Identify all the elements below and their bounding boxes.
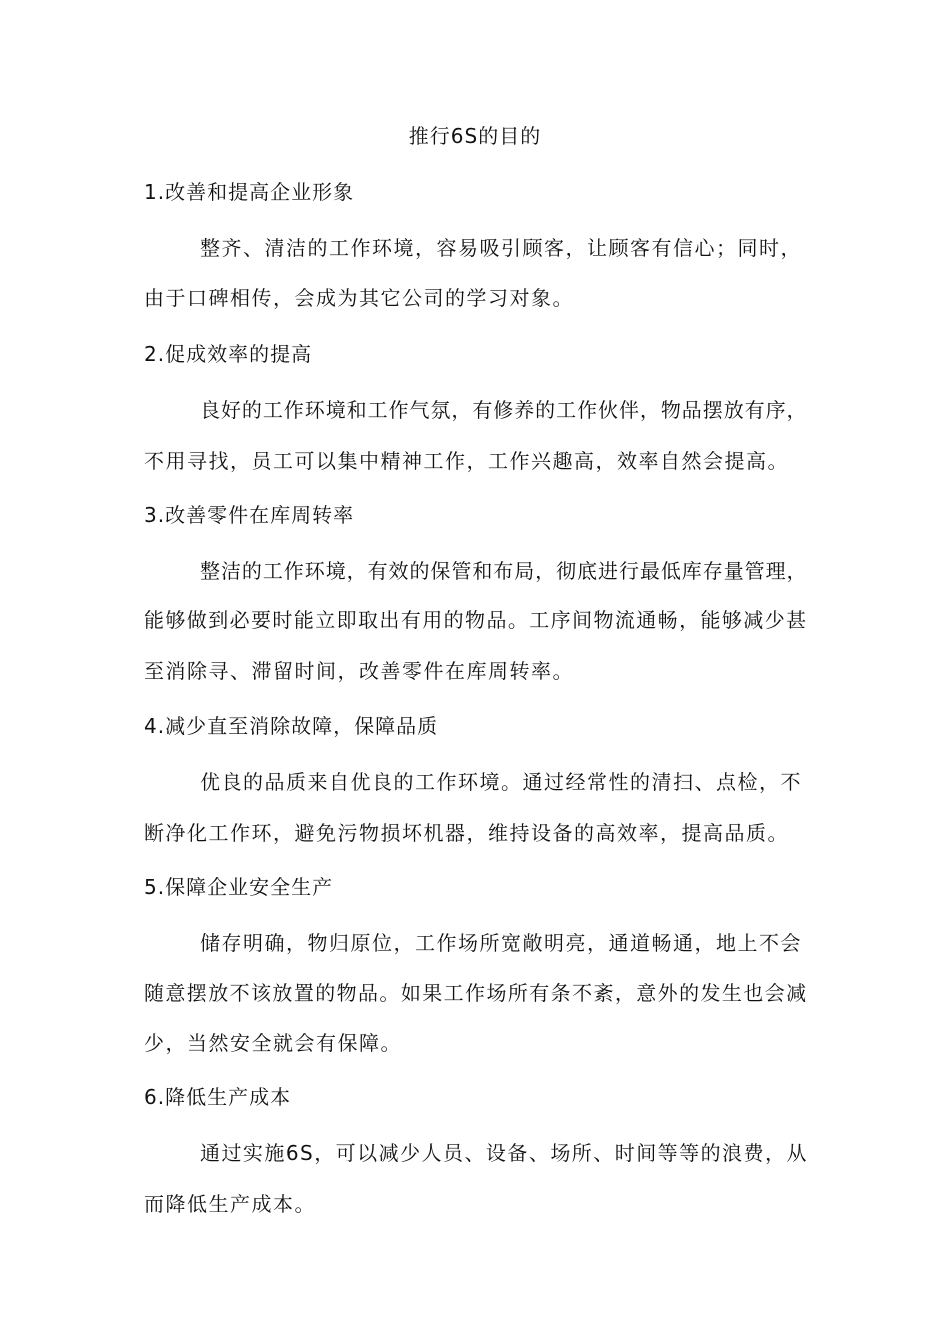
section-heading-4: 4.减少直至消除故障，保障品质 xyxy=(144,714,439,738)
section-heading-6: 6.降低生产成本 xyxy=(144,1085,292,1109)
section-4-line-1: 优良的品质来自优良的工作环境。通过经常性的清扫、点检，不 xyxy=(200,770,802,794)
section-heading-5: 5.保障企业安全生产 xyxy=(144,875,334,899)
section-6-line-2: 而降低生产成本。 xyxy=(144,1192,316,1216)
section-5-line-2: 随意摆放不该放置的物品。如果工作场所有条不紊，意外的发生也会减 xyxy=(144,981,808,1005)
section-heading-2: 2.促成效率的提高 xyxy=(144,342,313,366)
section-5-line-3: 少，当然安全就会有保障。 xyxy=(144,1031,402,1055)
section-heading-3: 3.改善零件在库周转率 xyxy=(144,503,355,527)
section-3-line-2: 能够做到必要时能立即取出有用的物品。工序间物流通畅，能够减少甚 xyxy=(144,608,808,632)
section-2-line-2: 不用寻找，员工可以集中精神工作，工作兴趣高，效率自然会提高。 xyxy=(144,449,789,473)
section-1-line-1: 整齐、清洁的工作环境，容易吸引顾客，让顾客有信心；同时， xyxy=(200,236,802,260)
section-2-line-1: 良好的工作环境和工作气氛，有修养的工作伙伴，物品摆放有序， xyxy=(200,398,808,422)
section-3-line-1: 整洁的工作环境，有效的保管和布局，彻底进行最低库存量管理， xyxy=(200,559,808,583)
section-3-line-3: 至消除寻、滞留时间，改善零件在库周转率。 xyxy=(144,659,574,683)
section-4-line-2: 断净化工作环，避免污物损坏机器，维持设备的高效率，提高品质。 xyxy=(144,821,789,845)
section-1-line-2: 由于口碑相传，会成为其它公司的学习对象。 xyxy=(144,286,574,310)
document-title: 推行6S的目的 xyxy=(408,124,542,148)
section-heading-1: 1.改善和提高企业形象 xyxy=(144,180,355,204)
section-5-line-1: 储存明确，物归原位，工作场所宽敞明亮，通道畅通，地上不会 xyxy=(200,931,802,955)
section-6-line-1: 通过实施6S，可以减少人员、设备、场所、时间等等的浪费，从 xyxy=(200,1141,808,1165)
